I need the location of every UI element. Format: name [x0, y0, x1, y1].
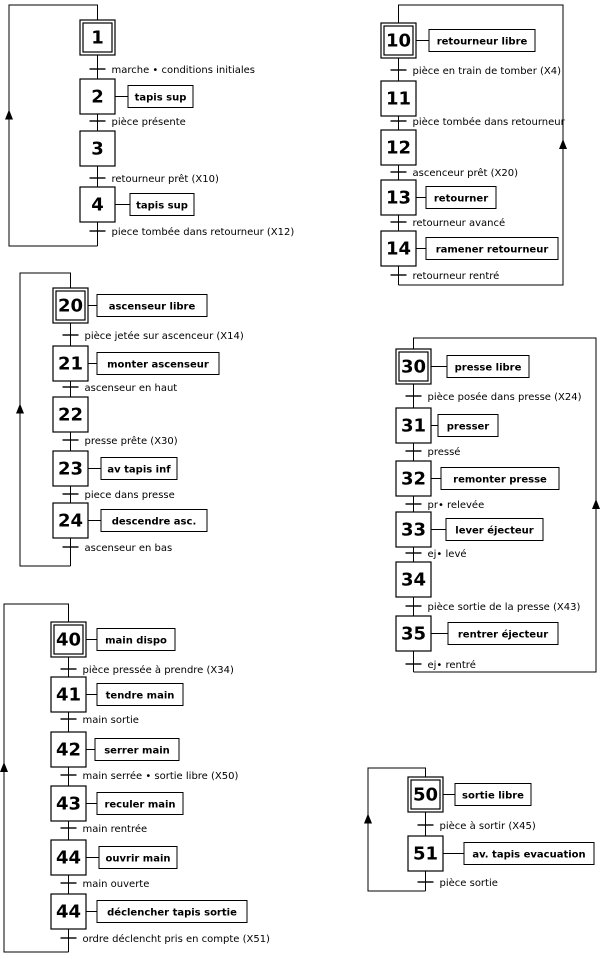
- step-number: 51: [412, 843, 439, 865]
- transition-condition: piece tombée dans retourneur (X12): [111, 227, 295, 238]
- step-24[interactable]: [53, 503, 207, 538]
- step-number: 42: [55, 739, 82, 761]
- action-label: retourneur libre: [436, 36, 528, 48]
- transition-4[interactable]: [391, 217, 506, 229]
- action-label: av. tapis evacuation: [472, 849, 586, 861]
- step-number: 43: [55, 793, 82, 815]
- action-label: reculer main: [104, 799, 176, 811]
- step-51[interactable]: [408, 836, 594, 871]
- step-31[interactable]: [396, 408, 498, 443]
- step-number: 3: [91, 138, 104, 160]
- step-number: 44: [55, 847, 82, 869]
- step-number: 2: [91, 86, 104, 108]
- step-number: 33: [400, 519, 427, 541]
- step-21[interactable]: [53, 346, 219, 381]
- transition-condition: presse prête (X30): [84, 436, 178, 447]
- step-number: 1: [91, 27, 104, 49]
- action-label: rentrer éjecteur: [457, 629, 549, 641]
- step-number: 21: [57, 353, 84, 375]
- step-20[interactable]: [53, 288, 207, 323]
- action-label: main dispo: [105, 635, 167, 647]
- action-label: presser: [446, 421, 490, 433]
- loop-arrow-icon: [592, 499, 600, 509]
- step-11[interactable]: [381, 81, 416, 116]
- action-label: monter ascenseur: [107, 359, 209, 371]
- step-number: 30: [400, 356, 427, 378]
- step-number: 44: [55, 901, 82, 923]
- transition-1[interactable]: [61, 664, 234, 676]
- action-label: remonter presse: [453, 474, 547, 486]
- step-number: 34: [400, 569, 427, 591]
- transition-1[interactable]: [63, 330, 244, 342]
- step-23[interactable]: [53, 451, 177, 486]
- step-number: 4: [91, 194, 104, 216]
- action-label: sortie libre: [462, 790, 524, 802]
- step-50[interactable]: [408, 777, 531, 812]
- action-label: tapis sup: [134, 92, 187, 104]
- action-label: descendre asc.: [111, 516, 197, 528]
- step-number: 14: [385, 238, 412, 260]
- transition-3[interactable]: [90, 173, 219, 185]
- transition-2[interactable]: [418, 877, 498, 889]
- step-14[interactable]: [381, 231, 558, 266]
- transition-4[interactable]: [406, 548, 467, 560]
- transition-condition: main sortie: [82, 715, 139, 726]
- loop-arrow-icon: [364, 814, 372, 824]
- transition-5[interactable]: [61, 879, 150, 890]
- step-22[interactable]: [53, 397, 88, 432]
- transition-condition: ascenseur en bas: [84, 543, 173, 554]
- transition-condition: pièce pressée à prendre (X34): [82, 665, 234, 676]
- transition-2[interactable]: [61, 715, 139, 726]
- transition-5[interactable]: [406, 601, 581, 613]
- step-number: 31: [400, 415, 427, 437]
- transition-condition: pièce à sortir (X45): [439, 821, 536, 832]
- step-4[interactable]: [80, 187, 194, 222]
- loop-arrow-icon: [559, 139, 567, 149]
- action-label: ascenseur libre: [108, 301, 196, 313]
- step-12[interactable]: [381, 130, 416, 165]
- step-number: 11: [385, 88, 412, 110]
- transition-condition: ascenseur en haut: [84, 383, 178, 394]
- step-number: 41: [55, 684, 82, 706]
- transition-condition: pièce présente: [111, 117, 186, 128]
- transition-condition: pièce jetée sur ascenceur (X14): [84, 331, 244, 342]
- transition-3[interactable]: [61, 770, 239, 782]
- grafcet-g20: [16, 273, 244, 566]
- step-35[interactable]: [396, 616, 558, 651]
- transition-1[interactable]: [90, 65, 256, 76]
- transition-condition: pièce sortie de la presse (X43): [427, 602, 581, 613]
- step-41[interactable]: [51, 677, 183, 712]
- grafcet-g30: [396, 338, 600, 672]
- action-label: déclencher tapis sortie: [107, 907, 237, 919]
- step-number: 32: [400, 468, 427, 490]
- step-number: 23: [57, 458, 84, 480]
- loop-arrow-icon: [16, 404, 24, 414]
- transition-2[interactable]: [391, 116, 566, 128]
- transition-condition: pièce tombée dans retourneur: [412, 117, 565, 128]
- step-number: 22: [57, 404, 84, 426]
- transition-condition: retourneur avancé: [412, 218, 506, 229]
- action-label: serrer main: [104, 745, 170, 757]
- step-44[interactable]: [51, 894, 247, 929]
- transition-condition: piece dans presse: [84, 490, 175, 501]
- transition-4[interactable]: [63, 490, 175, 501]
- transition-4[interactable]: [90, 226, 295, 238]
- transition-condition: pressé: [427, 447, 461, 458]
- transition-condition: pièce en train de tomber (X4): [412, 66, 561, 77]
- transition-condition: pièce posée dans presse (X24): [427, 392, 582, 403]
- grafcet-g50: [364, 768, 594, 891]
- transition-condition: retourneur prêt (X10): [111, 174, 219, 185]
- action-label: retourner: [433, 193, 489, 205]
- grafcet-g40: [0, 604, 270, 952]
- transition-4[interactable]: [61, 823, 148, 835]
- step-2[interactable]: [80, 79, 193, 114]
- transition-condition: ej• levé: [427, 549, 467, 560]
- step-30[interactable]: [396, 349, 529, 384]
- step-34[interactable]: [396, 562, 431, 597]
- transition-condition: ascenceur prêt (X20): [412, 168, 518, 179]
- step-number: 35: [400, 623, 427, 645]
- grafcet-g1: [5, 5, 294, 246]
- step-number: 13: [385, 187, 412, 209]
- step-1[interactable]: [80, 20, 115, 55]
- transition-2[interactable]: [90, 116, 186, 128]
- transition-1[interactable]: [406, 391, 582, 403]
- action-label: tapis sup: [136, 200, 188, 212]
- transition-condition: ej• rentré: [427, 660, 476, 671]
- transition-condition: retourneur rentré: [412, 271, 500, 282]
- transition-5[interactable]: [391, 270, 500, 282]
- transition-condition: marche • conditions initiales: [111, 65, 255, 76]
- loop-arrow-icon: [5, 110, 13, 120]
- step-3[interactable]: [80, 131, 115, 166]
- transition-6[interactable]: [406, 659, 476, 671]
- step-42[interactable]: [51, 732, 179, 767]
- action-label: ouvrir main: [105, 853, 171, 865]
- transition-3[interactable]: [406, 499, 485, 511]
- step-33[interactable]: [396, 512, 543, 547]
- step-number: 24: [57, 510, 84, 532]
- loop-arrow-icon: [0, 762, 8, 772]
- transition-6[interactable]: [61, 933, 271, 945]
- step-number: 40: [55, 629, 82, 651]
- step-32[interactable]: [396, 461, 559, 496]
- step-number: 20: [57, 295, 84, 317]
- step-10[interactable]: [381, 23, 535, 58]
- step-number: 10: [385, 30, 412, 52]
- transition-2[interactable]: [63, 383, 178, 394]
- transition-condition: pr• relevée: [427, 500, 485, 511]
- action-label: av tapis inf: [107, 464, 171, 476]
- transition-1[interactable]: [391, 65, 562, 77]
- transition-condition: main rentrée: [82, 824, 148, 835]
- action-label: lever éjecteur: [455, 525, 534, 537]
- transition-condition: main ouverte: [82, 879, 150, 890]
- step-number: 50: [412, 784, 439, 806]
- transition-5[interactable]: [63, 543, 173, 554]
- step-number: 12: [385, 137, 412, 159]
- transition-condition: pièce sortie: [439, 878, 498, 889]
- transition-condition: ordre déclencht pris en compte (X51): [82, 934, 270, 945]
- transition-1[interactable]: [418, 820, 536, 832]
- action-label: ramener retourneur: [435, 244, 549, 256]
- transition-condition: main serrée • sortie libre (X50): [82, 771, 239, 782]
- action-label: presse libre: [454, 362, 522, 374]
- action-label: tendre main: [105, 690, 175, 702]
- step-40[interactable]: [51, 622, 175, 657]
- grafcet-g10: [381, 5, 567, 285]
- transition-3[interactable]: [391, 167, 519, 179]
- step-44[interactable]: [51, 840, 177, 875]
- transition-3[interactable]: [63, 435, 178, 447]
- step-13[interactable]: [381, 180, 496, 215]
- step-43[interactable]: [51, 786, 183, 821]
